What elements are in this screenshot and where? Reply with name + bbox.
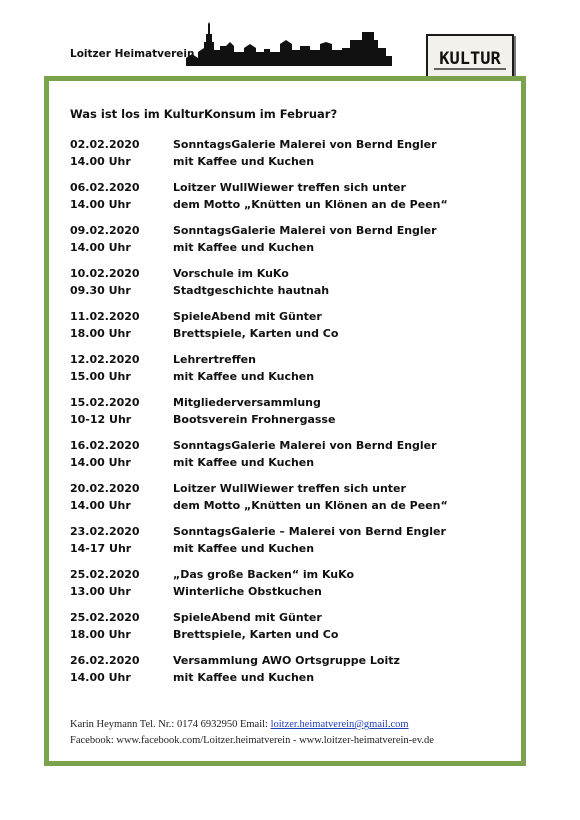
event-title: „Das große Backen“ im KuKo [173, 568, 355, 581]
email-link[interactable]: loitzer.heimatverein@gmail.com [270, 719, 409, 730]
event-time: 09.30 Uhr [70, 284, 131, 297]
event-time: 14.00 Uhr [70, 241, 131, 254]
page-heading: Was ist los im KulturKonsum im Februar? [70, 107, 338, 121]
event-detail: dem Motto „Knütten un Klönen an de Peen“ [173, 499, 448, 512]
event-list [70, 136, 510, 695]
event-title: SpieleAbend mit Günter [173, 310, 322, 323]
town-skyline-silhouette [186, 22, 392, 66]
event-detail: mit Kaffee und Kuchen [173, 241, 315, 254]
event-title: Loitzer WullWiewer treffen sich unter [173, 482, 406, 495]
event-detail: Stadtgeschichte hautnah [173, 284, 330, 297]
event-detail: Brettspiele, Karten und Co [173, 628, 339, 641]
event-title: Vorschule im KuKo [173, 267, 289, 280]
event-date: 16.02.2020 [70, 439, 140, 452]
event-detail: Bootsverein Frohnergasse [173, 413, 336, 426]
event-title: Loitzer WullWiewer treffen sich unter [173, 181, 406, 194]
event-detail: Winterliche Obstkuchen [173, 585, 322, 598]
event-time: 15.00 Uhr [70, 370, 131, 383]
event-item [70, 523, 510, 566]
event-item [70, 351, 510, 394]
footer-contact-line [70, 717, 434, 733]
event-item [70, 222, 510, 265]
event-detail: mit Kaffee und Kuchen [173, 456, 315, 469]
event-title: SonntagsGalerie Malerei von Bernd Engler [173, 138, 437, 151]
event-title: SonntagsGalerie Malerei von Bernd Engler [173, 439, 437, 452]
event-item [70, 394, 510, 437]
event-item [70, 437, 510, 480]
footer [70, 717, 434, 749]
footer-contact-text: Karin Heymann Tel. Nr.: 0174 6932950 Email: [70, 719, 271, 730]
event-detail: mit Kaffee und Kuchen [173, 542, 315, 555]
event-date: 26.02.2020 [70, 654, 140, 667]
event-date: 10.02.2020 [70, 267, 140, 280]
organization-name: Loitzer Heimatverein [70, 48, 195, 60]
event-time: 18.00 Uhr [70, 327, 131, 340]
event-time: 18.00 Uhr [70, 628, 131, 641]
event-item [70, 480, 510, 523]
event-date: 20.02.2020 [70, 482, 140, 495]
event-item [70, 652, 510, 695]
event-date: 23.02.2020 [70, 525, 140, 538]
event-date: 15.02.2020 [70, 396, 140, 409]
event-time: 14.00 Uhr [70, 155, 131, 168]
event-time: 10-12 Uhr [70, 413, 132, 426]
svg-text:KULTUR: KULTUR [439, 49, 501, 69]
event-item [70, 308, 510, 351]
event-title: SonntagsGalerie Malerei von Bernd Engler [173, 224, 437, 237]
event-title: SpieleAbend mit Günter [173, 611, 322, 624]
event-item [70, 136, 510, 179]
event-time: 14.00 Uhr [70, 499, 131, 512]
event-title: Lehrertreffen [173, 353, 256, 366]
event-date: 06.02.2020 [70, 181, 140, 194]
event-detail: mit Kaffee und Kuchen [173, 155, 315, 168]
event-detail: mit Kaffee und Kuchen [173, 370, 315, 383]
event-detail: mit Kaffee und Kuchen [173, 671, 315, 684]
event-time: 14.00 Uhr [70, 456, 131, 469]
event-detail: dem Motto „Knütten un Klönen an de Peen“ [173, 198, 448, 211]
event-date: 25.02.2020 [70, 611, 140, 624]
event-time: 14-17 Uhr [70, 542, 132, 555]
event-title: Versammlung AWO Ortsgruppe Loitz [173, 654, 400, 667]
event-time: 14.00 Uhr [70, 198, 131, 211]
event-time: 14.00 Uhr [70, 671, 131, 684]
event-date: 02.02.2020 [70, 138, 140, 151]
event-title: SonntagsGalerie – Malerei von Bernd Engler [173, 525, 446, 538]
event-date: 11.02.2020 [70, 310, 140, 323]
event-time: 13.00 Uhr [70, 585, 131, 598]
event-item [70, 179, 510, 222]
event-title: Mitgliederversammlung [173, 396, 321, 409]
event-date: 09.02.2020 [70, 224, 140, 237]
event-item [70, 609, 510, 652]
event-detail: Brettspiele, Karten und Co [173, 327, 339, 340]
event-item [70, 566, 510, 609]
event-item [70, 265, 510, 308]
footer-web-line: Facebook: www.facebook.com/Loitzer.heimatverein - www.loitzer-heimatverein-ev.de [70, 735, 434, 746]
event-date: 25.02.2020 [70, 568, 140, 581]
event-date: 12.02.2020 [70, 353, 140, 366]
